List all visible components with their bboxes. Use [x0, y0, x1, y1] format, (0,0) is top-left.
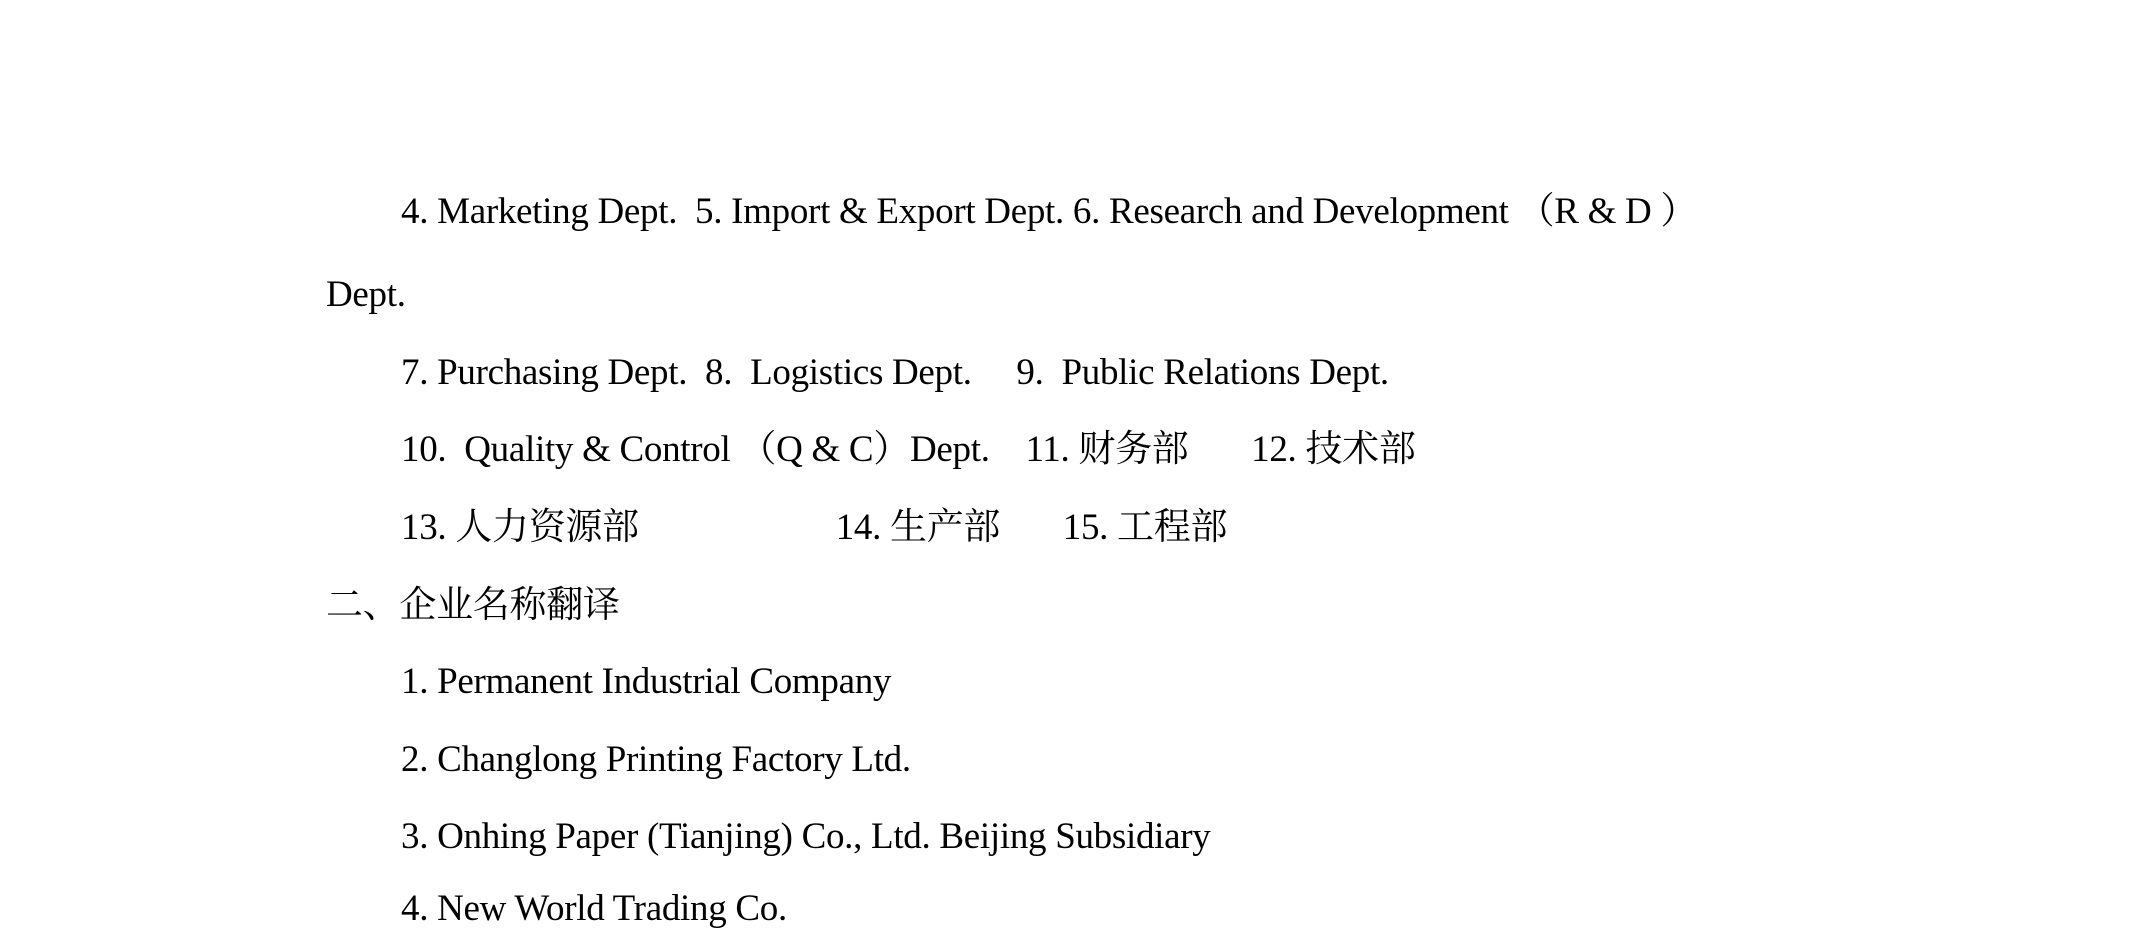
section-heading: 二、企业名称翻译 [326, 585, 620, 626]
company-item-1: 1. Permanent Industrial Company [401, 661, 892, 702]
dept-line-6-continued: Dept. [326, 274, 406, 315]
company-item-4: 4. New World Trading Co. [401, 888, 787, 929]
dept-line-10-12: 10. Quality & Control （Q & C）Dept. 11. 财务部 12. 技术部 [401, 429, 1416, 470]
dept-line-13-15: 13. 人力资源部 14. 生产部 15. 工程部 [401, 507, 1228, 548]
dept-line-4-6: 4. Marketing Dept. 5. Import & Export Dept. 6. Research and Development （R & D ） [401, 191, 1698, 232]
company-item-3: 3. Onhing Paper (Tianjing) Co., Ltd. Beijing Subsidiary [401, 816, 1211, 857]
dept-line-7-9: 7. Purchasing Dept. 8. Logistics Dept. 9. Public Relations Dept. [401, 352, 1389, 393]
company-item-2: 2. Changlong Printing Factory Ltd. [401, 739, 911, 780]
